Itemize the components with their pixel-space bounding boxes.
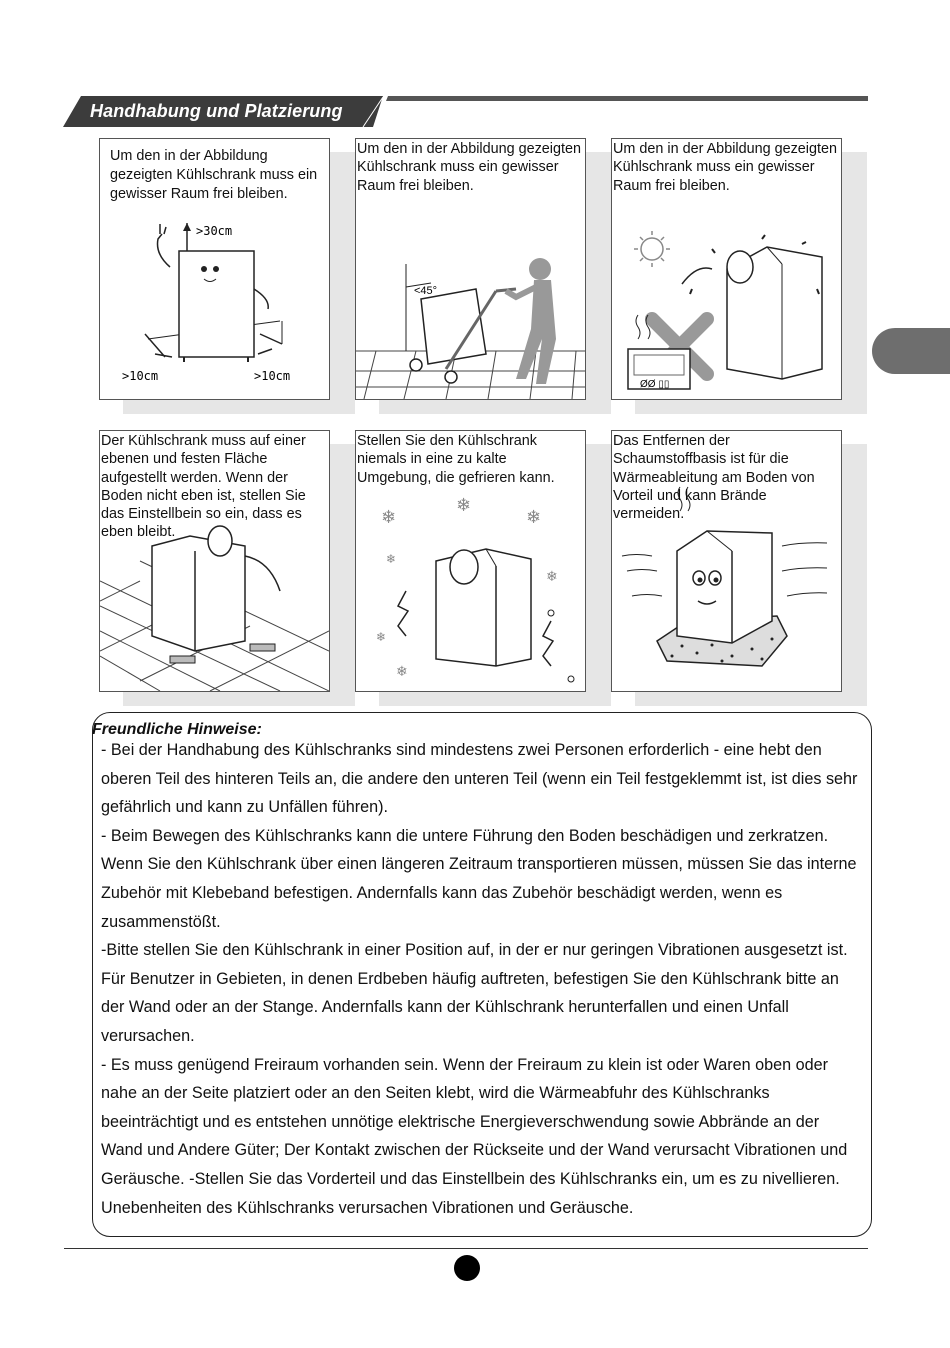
panel-frame [99, 430, 330, 692]
panel-caption: Um den in der Abbildung gezeigten Kühlschrank muss ein gewisser Raum frei bleiben. [357, 141, 582, 194]
section-title: Handhabung und Platzierung [90, 101, 343, 121]
panel-frame [611, 138, 842, 400]
panel-level-floor [99, 430, 330, 692]
svg-text:❄: ❄ [526, 507, 542, 528]
footer-rule [64, 1248, 868, 1249]
page-number-marker [454, 1255, 480, 1281]
panel-cold-environment [355, 430, 586, 692]
svg-text:❄: ❄ [386, 552, 397, 566]
notes-title: Freundliche Hinweise: [92, 721, 262, 738]
notes-paragraph: - Bei der Handhabung des Kühlschranks sind mindestens zwei Personen erforderlich - eine hebt den oberen Teil des hinteren Teils an, die andere den unteren Teil (wenn ein Teil festgeklemmt ist, ist dies sehr gefährlich und kann zu Unfällen führen). [101, 741, 858, 817]
panel-frame [355, 138, 586, 400]
notes-body [101, 736, 861, 1222]
svg-text:❄: ❄ [376, 630, 387, 644]
panel-frame [355, 430, 586, 692]
chapter-tab [872, 328, 950, 374]
panel-caption: Stellen Sie den Kühlschrank niemals in eine zu kalte Umgebung, die gefrieren kann. [357, 433, 555, 486]
panel-frame [611, 430, 842, 692]
left-clearance-label: >10cm [122, 369, 159, 383]
svg-text:❄: ❄ [396, 664, 408, 680]
panel-caption: Das Entfernen der Schaumstoffbasis ist für die Wärmeableitung am Boden von Vorteil und kann Brände vermeiden. [613, 433, 815, 523]
notes-paragraph: - Beim Bewegen des Kühlschranks kann die untere Führung den Boden beschädigen und zerkratzen. Wenn Sie den Kühlschrank über einen längeren Zeitraum transportieren müssen, müssen Sie das interne Zubehör mit Klebeband befestigen. Andernfalls kann das Zubehör beschädigt werden, wenn es zusammenstößt. [101, 826, 857, 931]
angle-label: <45° [414, 285, 438, 297]
notes-paragraph: -Bitte stellen Sie den Kühlschrank in einer Position auf, in der er nur geringen Vibrationen ausgesetzt ist. Für Benutzer in Gebieten, in denen Erdbeben häufig auftreten, befestigen Sie den Kühlschrank bitte an der Wand oder an der Stange. Andernfalls kann der Kühlschrank herunterfallen und einen Unfall verursachen. [101, 941, 848, 1045]
panel-caption: Um den in der Abbildung gezeigten Kühlschrank muss ein gewisser Raum frei bleiben. [613, 141, 838, 194]
panel-frame [99, 138, 330, 400]
heater-label: ØØ ▯▯ [640, 379, 670, 390]
panel-transport [355, 138, 586, 400]
svg-text:❄: ❄ [381, 507, 397, 528]
panel-clearance [99, 138, 330, 400]
panel-heat-source [611, 138, 842, 400]
top-clearance-label: >30cm [196, 224, 233, 238]
svg-text:❄: ❄ [546, 569, 558, 585]
right-clearance-label: >10cm [254, 369, 291, 383]
svg-text:❄: ❄ [456, 495, 472, 516]
panel-caption: Um den in der Abbildung gezeigten Kühlschrank muss ein gewisser Raum frei bleiben. [110, 148, 318, 202]
notes-paragraph: - Es muss genügend Freiraum vorhanden sein. Wenn der Freiraum zu klein ist oder Waren oben oder nahe an der Seite platziert oder an den Seiten klebt, wird die Wärmeabfuhr des Kühlschranks beeinträchtigt und es entstehen unnötige elektrische Energieverschwendung sowie Abbrände an der Wand und Andere Güter; Der Kontakt zwischen der Rückseite und der Wand verursacht Vibrationen und Geräusche. -Stellen Sie das Vorderteil und das Einstellbein des Kühlschranks ein, um es zu nivellieren. Unebenheiten des Kühlschranks verursachen Vibrationen und Geräusche. [101, 1055, 848, 1217]
panel-caption: Der Kühlschrank muss auf einer ebenen und festen Fläche aufgestellt werden. Wenn der Boden nicht eben ist, stellen Sie das Einstellbein so ein, dass es eben bleibt. [101, 433, 306, 541]
panel-foam-base [611, 430, 842, 692]
